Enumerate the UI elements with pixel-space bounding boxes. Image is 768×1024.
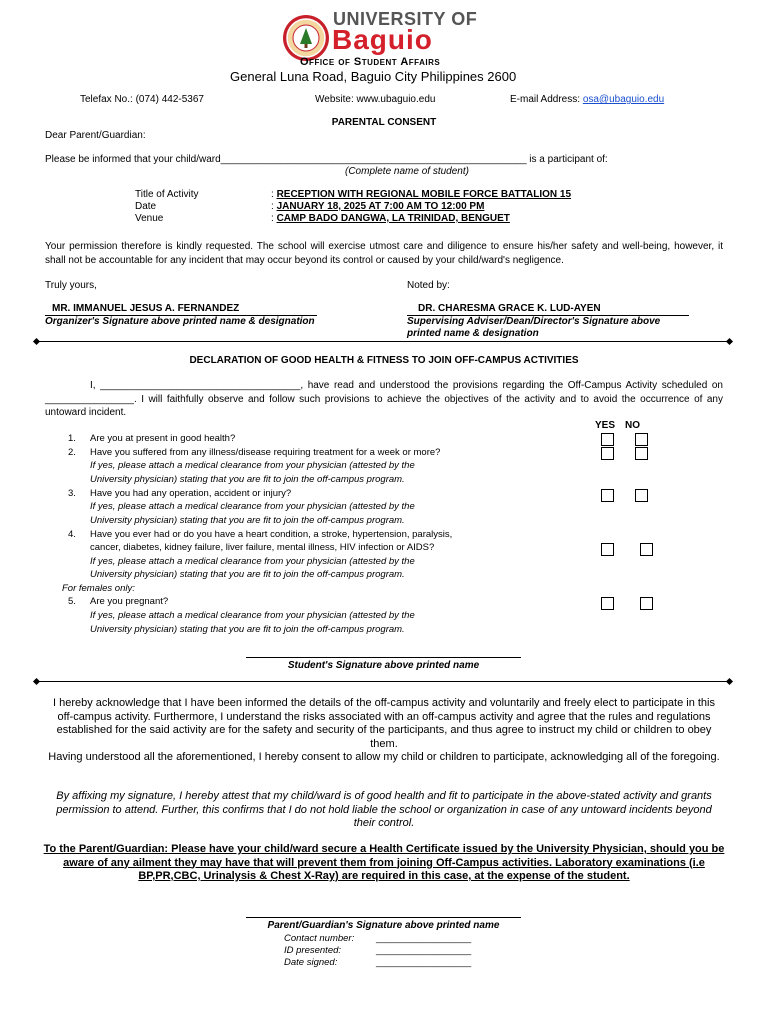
q2-clearance-1: If yes, please attach a medical clearance from your physician (attested by the <box>90 460 415 471</box>
office-name: Office of Student Affairs <box>300 56 441 68</box>
divider-diamond-right <box>726 338 733 345</box>
inform-line: Please be informed that your child/ward_______________________________________________________ is a participant of: <box>45 154 608 165</box>
q5-yes-checkbox[interactable] <box>601 597 614 610</box>
q1-yes-checkbox[interactable] <box>601 433 614 446</box>
parent-signature-caption: Parent/Guardian's Signature above printed name <box>267 920 500 931</box>
organizer-caption: Organizer's Signature above printed name & designation <box>45 316 315 327</box>
q2-number: 2. <box>68 447 76 458</box>
acknowledgement-para-2: Having understood all the aforementioned, I hereby consent to allow my child or children to participate, acknowledging all of the foregoing. <box>48 751 720 763</box>
activity-colon: : RECEPTION WITH REGIONAL MOBILE FORCE BATTALION 15 <box>271 189 572 200</box>
q2-yes-checkbox[interactable] <box>601 447 614 460</box>
q3-number: 3. <box>68 488 76 499</box>
q4-yes-checkbox[interactable] <box>601 543 614 556</box>
address: General Luna Road, Baguio City Philippines 2600 <box>230 69 517 84</box>
q2-text: Have you suffered from any illness/disease requiring treatment for a week or more? <box>90 447 441 458</box>
health-certificate-notice: To the Parent/Guardian: Please have your child/ward secure a Health Certificate issued by the University Physician, should you be aware of any ailment they may have that will prevent them from joining Off-Campus activities. Laboratory examinations (i.e BP,PR,CBC, Urinalysis & Chest X-Ray) are required in this case, at the expense of the student. <box>43 843 725 882</box>
q4-clearance-1: If yes, please attach a medical clearance from your physician (attested by the <box>90 556 415 567</box>
truly-yours: Truly yours, <box>45 280 97 291</box>
adviser-caption-2: printed name & designation <box>407 328 539 339</box>
activity-label: Title of Activity <box>135 189 199 200</box>
females-only-label: For females only: <box>62 583 135 594</box>
id-presented-field[interactable]: __________________ <box>376 945 472 956</box>
q3-yes-checkbox[interactable] <box>601 489 614 502</box>
q5-no-checkbox[interactable] <box>640 597 653 610</box>
venue-colon: : CAMP BADO DANGWA, LA TRINIDAD, BENGUET <box>271 213 510 224</box>
salutation: Dear Parent/Guardian: <box>45 130 146 141</box>
venue-value: CAMP BADO DANGWA, LA TRINIDAD, BENGUET <box>276 213 510 224</box>
q2-no-checkbox[interactable] <box>635 447 648 460</box>
q5-clearance-2: University physician) stating that you are fit to join the off-campus program. <box>90 624 405 635</box>
q4-number: 4. <box>68 529 76 540</box>
yes-header: YES <box>595 420 616 431</box>
telefax: Telefax No.: (074) 442-5367 <box>80 94 204 105</box>
divider-diamond-left-2 <box>33 678 40 685</box>
website: Website: www.ubaguio.edu <box>315 94 436 105</box>
q1-text: Are you at present in good health? <box>90 433 236 444</box>
organizer-name: MR. IMMANUEL JESUS A. FERNANDEZ <box>52 303 240 314</box>
q4-no-checkbox[interactable] <box>640 543 653 556</box>
q3-clearance-2: University physician) stating that you are fit to join the off-campus program. <box>90 515 405 526</box>
email-line <box>510 94 664 105</box>
divider-diamond-left <box>33 338 40 345</box>
q5-text: Are you pregnant? <box>90 596 169 607</box>
section-divider <box>36 341 730 342</box>
q1-number: 1. <box>68 433 76 444</box>
q3-text: Have you had any operation, accident or injury? <box>90 488 292 499</box>
contact-number-label: Contact number: <box>284 933 355 944</box>
q1-no-checkbox[interactable] <box>635 433 648 446</box>
noted-by: Noted by: <box>407 280 450 291</box>
date-value: JANUARY 18, 2025 AT 7:00 AM TO 12:00 PM <box>276 201 485 212</box>
declaration-title: DECLARATION OF GOOD HEALTH & FITNESS TO JOIN OFF-CAMPUS ACTIVITIES <box>189 355 579 366</box>
q4-text-1: Have you ever had or do you have a heart condition, a stroke, hypertension, paralysis, <box>90 529 453 540</box>
email-link[interactable]: osa@ubaguio.edu <box>582 94 665 105</box>
venue-label: Venue <box>135 213 164 224</box>
activity-value: RECEPTION WITH REGIONAL MOBILE FORCE BATTALION 15 <box>276 189 572 200</box>
q4-clearance-2: University physician) stating that you are fit to join the off-campus program. <box>90 569 405 580</box>
q3-clearance-1: If yes, please attach a medical clearance from your physician (attested by the <box>90 501 415 512</box>
email-label: E-mail Address: <box>510 94 583 105</box>
divider-diamond-right-2 <box>726 678 733 685</box>
parent-signature-line <box>246 917 521 918</box>
contact-number-field[interactable]: __________________ <box>376 933 472 944</box>
date-label: Date <box>135 201 157 212</box>
date-colon: : JANUARY 18, 2025 AT 7:00 AM TO 12:00 PM <box>271 201 485 212</box>
acknowledgement-para-1: I hereby acknowledge that I have been informed the details of the off-campus activity and voluntarily and freely elect to participate in this off-campus activity. Furthermore, I understand the risks associated with an off-campus activity and agree that the rules and regulations established for the said activity are for the safety and security of the participants, and thus agree to instruct my child or children to obey them. <box>52 697 715 750</box>
consent-title: PARENTAL CONSENT <box>331 117 437 128</box>
section-divider-2 <box>36 681 730 682</box>
date-signed-field[interactable]: __________________ <box>376 957 472 968</box>
baguio-wordmark: Baguio <box>332 24 433 55</box>
adviser-caption-1: Supervising Adviser/Dean/Director's Signature above <box>407 316 661 327</box>
university-name: UNIVERSITY OF <box>333 9 478 29</box>
acknowledgement-para-3: By affixing my signature, I hereby attest that my child/ward is of good health and fit to participate in the above-stated activity and grants permission to attend. Further, this confirms that I do not hold liable the school or organization in case of any untoward incidents beyond their control. <box>56 790 712 829</box>
q5-number: 5. <box>68 596 76 607</box>
q4-text-2: cancer, diabetes, kidney failure, liver failure, mental illness, HIV infection or AIDS? <box>90 542 435 553</box>
q5-clearance-1: If yes, please attach a medical clearance from your physician (attested by the <box>90 610 415 621</box>
student-signature-caption: Student's Signature above printed name <box>287 660 480 671</box>
university-seal-icon <box>282 14 330 62</box>
declaration-intro: I, ____________________________________, have read and understood the provisions regarding the Off-Campus Activity scheduled on ________________. I will faithfully observe and follow such provisions to achieve the objectives of the activity and to avoid the occurrence of any untoward incident. <box>45 380 723 418</box>
date-signed-label: Date signed: <box>284 957 338 968</box>
permission-text: Your permission therefore is kindly requested. The school will exercise utmost care and diligence to ensure his/her safety and well-being, however, it shall not be accountable for any incident that may occur beyond its control or caused by your child/ward's negligence. <box>45 241 723 266</box>
adviser-name: DR. CHARESMA GRACE K. LUD-AYEN <box>418 303 601 314</box>
no-header: NO <box>625 420 640 431</box>
student-signature-line <box>246 657 521 658</box>
complete-name-note: (Complete name of student) <box>345 166 469 177</box>
q2-clearance-2: University physician) stating that you are fit to join the off-campus program. <box>90 474 405 485</box>
id-presented-label: ID presented: <box>284 945 342 956</box>
q3-no-checkbox[interactable] <box>635 489 648 502</box>
